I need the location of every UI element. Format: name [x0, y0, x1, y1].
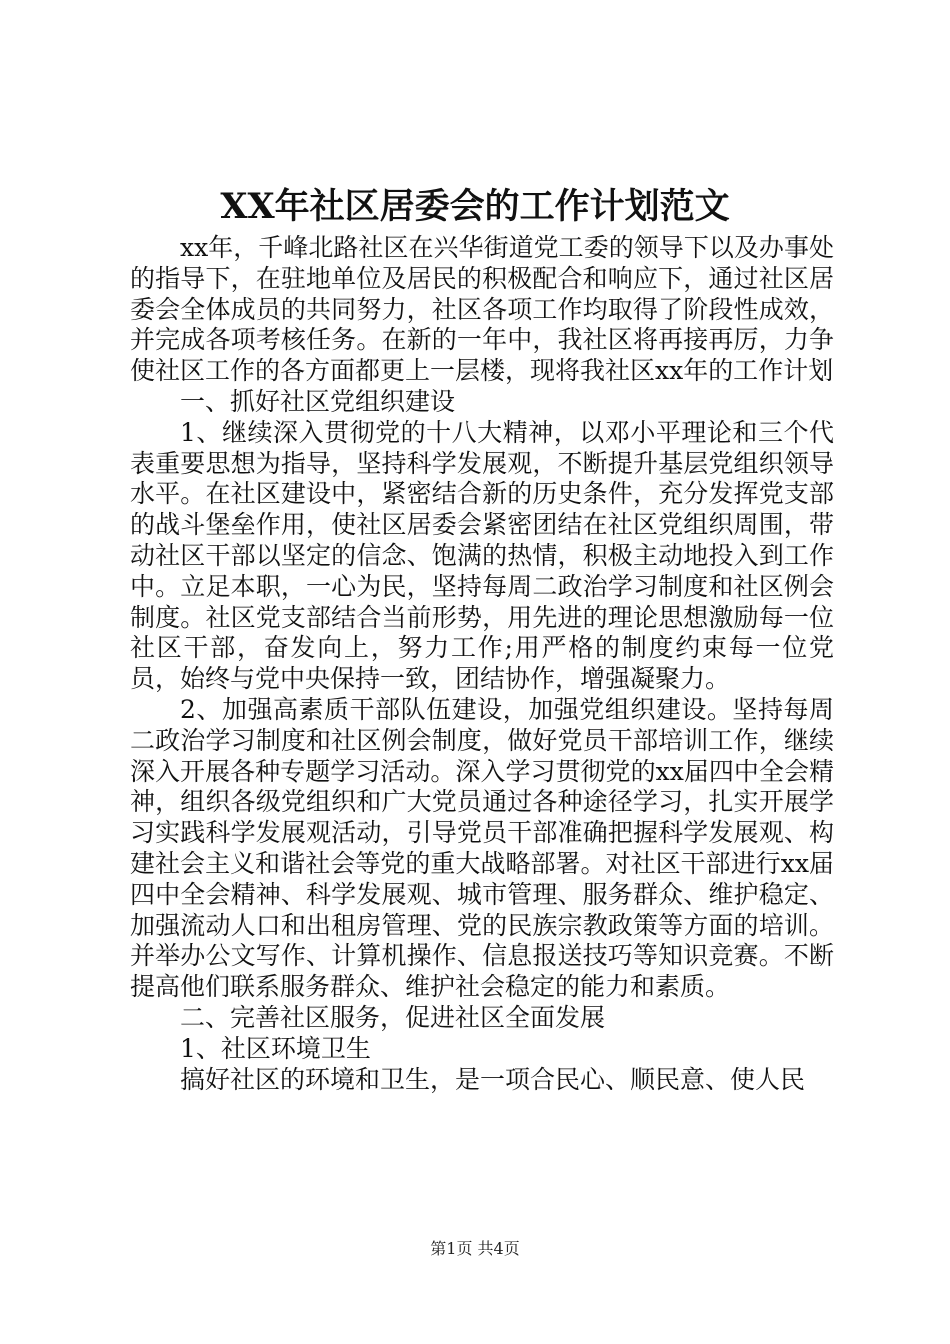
document-body	[130, 233, 834, 1095]
paragraph-2-1: 搞好社区的环境和卫生，是一项合民心、顺民意、使人民	[180, 1064, 806, 1094]
paragraph-intro: xx年，千峰北路社区在兴华街道党工委的领导下以及办事处的指导下，在驻地单位及居民的积极配合和响应下，通过社区居委会全体成员的共同努力，社区各项工作均取得了阶段性成效，并完成各项考核任务。在新的一年中，我社区将再接再厉，力争使社区工作的各方面都更上一层楼，现将我社区xx年的工作计划	[130, 233, 834, 386]
page-footer: 第1页 共4页	[430, 1239, 520, 1258]
section-heading-1: 一、抓好社区党组织建设	[180, 386, 456, 416]
document-title: XX年社区居委会的工作计划范文	[220, 186, 730, 227]
paragraph-1-1: 1、继续深入贯彻党的十八大精神，以邓小平理论和三个代表重要思想为指导，坚持科学发展观，不断提升基层党组织领导水平。在社区建设中，紧密结合新的历史条件，充分发挥党支部的战斗堡垒作用，使社区居委会紧密团结在社区党组织周围，带动社区干部以坚定的信念、饱满的热情，积极主动地投入到工作中。立足本职，一心为民，坚持每周二政治学习制度和社区例会制度。社区党支部结合当前形势，用先进的理论思想激励每一位社区干部，奋发向上，努力工作;用严格的制度约束每一位党员，始终与党中央保持一致，团结协作，增强凝聚力。	[130, 417, 834, 694]
subheading-2-1: 1、社区环境卫生	[180, 1033, 371, 1063]
paragraph-1-2: 2、加强高素质干部队伍建设，加强党组织建设。坚持每周二政治学习制度和社区例会制度，做好党员干部培训工作，继续深入开展各种专题学习活动。深入学习贯彻党的xx届四中全会精神，组织各级党组织和广大党员通过各种途径学习，扎实开展学习实践科学发展观活动，引导党员干部准确把握科学发展观、构建社会主义和谐社会等党的重大战略部署。对社区干部进行xx届四中全会精神、科学发展观、城市管理、服务群众、维护稳定、加强流动人口和出租房管理、党的民族宗教政策等方面的培训。并举办公文写作、计算机操作、信息报送技巧等知识竞赛。不断提高他们联系服务群众、维护社会稳定的能力和素质。	[130, 694, 834, 1002]
section-heading-2: 二、完善社区服务，促进社区全面发展	[180, 1002, 606, 1032]
